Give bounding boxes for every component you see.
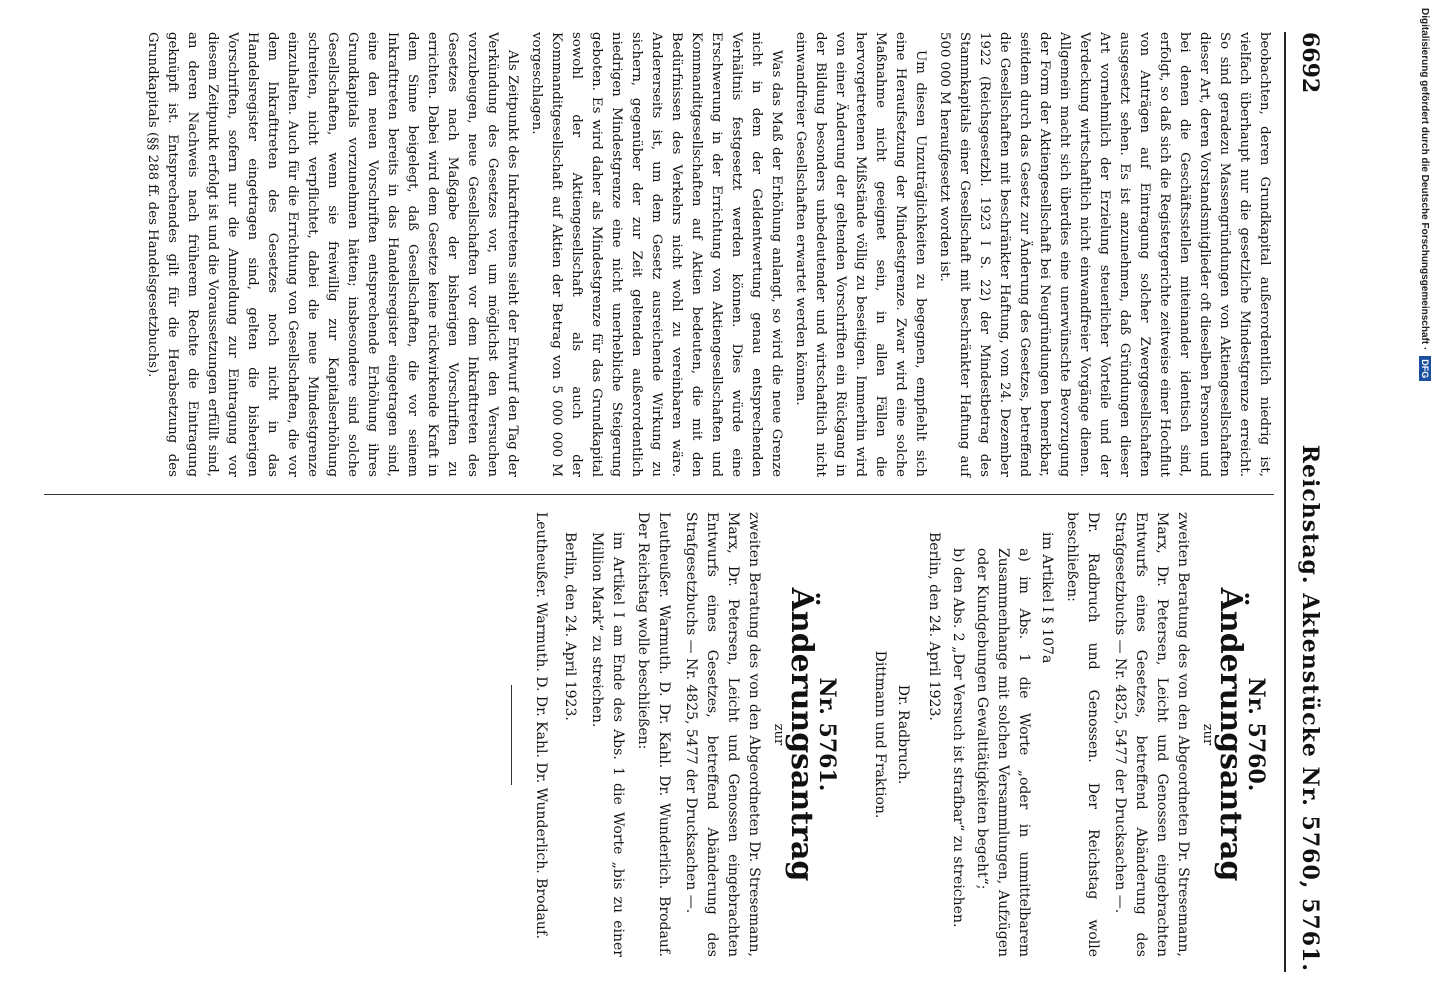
antrag-item-a: a) im Abs. 1 die Worte „oder in unmittelbarem Zusammenhange mit solchen Versammlungen, Aufzügen oder Kundgebungen Gewalttätigkeiten begeht“; (974, 548, 1032, 957)
header-rule (1284, 32, 1286, 972)
section-rule (511, 685, 512, 785)
left-paragraph: Was das Maß der Erhöhung anlangt, so wird die neue Grenze nicht in dem der Geldentwertung genau entsprechenden Verhältnis festgesetzt werden können. Dies würde eine Erschwerung in der Errichtung von Aktiengesellschaften und Kommanditgesellschaften auf Aktien bedeuten, die mit den Bedürfnissen des Verkehrs nicht wohl zu vereinbaren wäre. Andererseits ist, um dem Gesetz ausreichende Wirkung zu sichern, gegenüber der zur Zeit geltenden außerordentlich niedrigen Mindestgrenze eine nicht unerhebliche Steigerung geboten. Es wird daher als Mindestgrenze für das Grundkapital sowohl der Aktiengesellschaft als auch der Kommanditgesellschaft auf Aktien der Betrag von 5 000 000 M vorgeschlagen. (529, 32, 784, 477)
antrag-motion: Dr. Radbruch und Genossen. Der Reichstag wolle beschließen: (1064, 512, 1101, 957)
left-paragraph: Um diesen Unzuträglichkeiten zu begegnen, empfiehlt sich eine Heraufsetzung der Mindestgrenze. Zwar wird eine solche Maßnahme nicht geeignet sein, in allen Fällen die hervorgetretenen Mißstände völlig zu beseitigen. Immerhin wird von einer Änderung der geltenden Vorschriften ein Rückgang in der Bildung besonders unbedeutender und wirtschaftlich nicht einwandfreier Gesellschaften erwartet werden können. (793, 32, 928, 477)
antrag-zur: zur (771, 723, 786, 746)
antrag-5761 (530, 512, 840, 957)
antrag-article: im Artikel I § 107a (1039, 532, 1055, 664)
antrag-intro: zweiten Beratung des von den Abgeordneten Dr. Stresemann, Marx, Dr. Petersen, Leicht und Genossen eingebrachten Entwurfs eines Gesetzes, betreffend Abänderung des Strafgesetzbuchs — Nr. 4825, 5477 der Drucksachen —. (1112, 512, 1191, 957)
antrag-article: im Artikel I am Ende des Abs. 1 die Worte „bis zu einer Million Mark“ zu streichen. (589, 532, 626, 957)
antrag-item-b: b) den Abs. 2 „Der Versuch ist strafbar“ zu streichen. (950, 548, 966, 928)
left-paragraph: beobachten, deren Grundkapital außerordentlich niedrig ist, vielfach überhaupt nur die gesetzliche Mindestgrenze erreicht. So sind geradezu Massengründungen von Aktiengesellschaften dieser Art, deren Vorstandsmitglieder oft dieselben Personen und bei denen die Geschäftsstellen miteinander identisch sind, erfolgt, so daß sich die Registergerichte zeitweise einer Hochflut von Anträgen auf Eintragung solcher Zwerggesellschaften ausgesetzt sehen. Es ist anzunehmen, daß Gründungen dieser Art vornehmlich der Erzielung steuerlicher Vorteile und der Verdeckung wirtschaftlich nicht einwandfreier Vorgänge dienen. Allgemein macht sich überdies eine unerwünschte Bevorzugung der Form der Aktiengesellschaft bei Neugründungen bemerkbar, seitdem durch das Gesetz zur Änderung des Gesetzes, betreffend die Gesellschaften mit beschränkter Haftung, vom 24. Dezember 1922 (Reichsgesetzbl. 1923 I S. 22) der Mindestbetrag des Stammkapitals einer Gesellschaft mit beschränkter Haftung auf 500 000 M heraufgesetzt worden ist. (937, 32, 1272, 477)
antrag-signer: Dr. Radbruch. (895, 684, 911, 785)
right-column (493, 512, 1274, 957)
document-page (0, 12, 1330, 992)
antrag-items (947, 512, 1034, 957)
left-column (138, 32, 1274, 477)
antrag-number: Nr. 5760. (1243, 677, 1269, 792)
left-paragraph: Als Zeitpunkt des Inkrafttretens sieht der Entwurf den Tag der Verkündung des Gesetzes vor, um möglichst den Versuchen vorzubeugen, neue Gesellschaften vor dem Inkrafttreten des Gesetzes nach Maßgabe der bisherigen Vorschriften zu errichten. Dabei wird dem Gesetze keine rückwirkende Kraft in dem Sinne beigelegt, daß Gesellschaften, die vor seinem Inkrafttreten bereits in das Handelsregister eingetragen sind, eine den neuen Vorschriften entsprechende Erhöhung ihres Grundkapitals vorzunehmen hätten; insbesondere sind solche Gesellschaften, wenn sie freiwillig zur Kapitalserhöhung schreiten, nicht verpflichtet, dabei die neue Mindestgrenze einzuhalten. Auch für die Errichtung von Gesellschaften, die vor dem Inkrafttreten des Gesetzes noch nicht in das Handelsregister eingetragen sind, gelten die bisherigen Vorschriften, sofern nur die Anmeldung zur Eintragung vor diesem Zeitpunkt erfolgt ist und die Voraussetzungen erfüllt sind, an deren Nachweis nach früherem Rechte die Eintragung geknüpft ist. Entsprechendes gilt für die Herabsetzung des Grundkapitals (§§ 288 ff. des Handelsgesetzbuchs). (145, 32, 520, 477)
antrag-signers: Leutheußer. Warmuth. D. Dr. Kahl. Dr. Wunderlich. Brodauf. (533, 512, 549, 940)
dfg-logo: DFG (1419, 356, 1431, 381)
antrag-zur: zur (1200, 723, 1215, 746)
antrag-5760 (869, 512, 1269, 957)
sponsor-sidebar (1416, 8, 1434, 992)
sponsor-text: Digitalisierung gefördert durch die Deutsche Forschungsgemeinschaft · (1419, 8, 1431, 351)
antrag-date: Berlin, den 24. April 1923. (926, 532, 942, 721)
antrag-motion: Leutheußer. Warmuth. D. Dr. Kahl. Dr. Wunderlich. Brodauf. Der Reichstag wolle beschließen: (635, 512, 672, 957)
antrag-number: Nr. 5761. (814, 677, 840, 792)
antrag-date: Berlin, den 24. April 1923. (562, 532, 578, 721)
page-number: 6692 (1297, 32, 1323, 94)
antrag-intro: zweiten Beratung des von den Abgeordneten Dr. Stresemann, Marx, Dr. Petersen, Leicht und Genossen eingebrachten Entwurfs eines Gesetzes, betreffend Abänderung des Strafgesetzbuchs — Nr. 4825, 5477 der Drucksachen —. (683, 512, 762, 957)
page-title: Reichstag. Aktenstücke Nr. 5760, 5761. (1297, 444, 1323, 972)
page-header (1290, 32, 1330, 972)
antrag-faction: Dittmann und Fraktion. (872, 650, 888, 819)
column-divider (44, 494, 1274, 495)
antrag-title: Änderungsantrag (784, 587, 819, 882)
antrag-title: Änderungsantrag (1213, 587, 1248, 882)
